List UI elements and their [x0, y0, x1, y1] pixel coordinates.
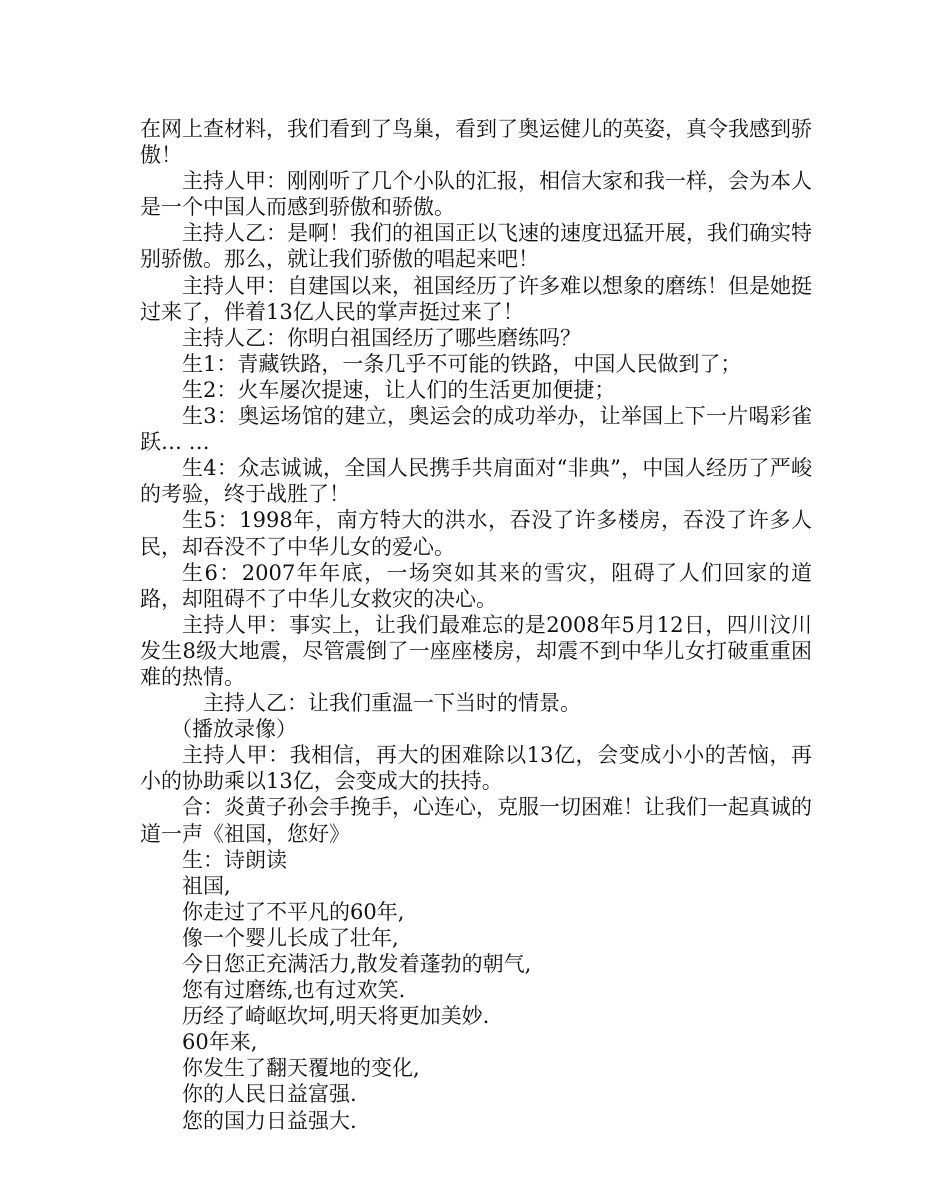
- poem-line: 像一个婴儿长成了壮年,: [182, 925, 399, 950]
- poem-line: 你发生了翻天覆地的变化,: [182, 1056, 420, 1081]
- poem-line: 祖国,: [182, 873, 231, 898]
- paragraph-student-1: 生1：青藏铁路，一条几乎不可能的铁路，中国人民做到了；: [182, 351, 742, 376]
- paragraph-intro: 在网上查材料，我们看到了鸟巢，看到了奥运健儿的英姿，真令我感到骄傲！: [140, 117, 812, 168]
- paragraph-student-2: 生2：火车屡次提速，让人们的生活更加便捷；: [182, 377, 616, 402]
- poem-line: 您有过磨练,也有过欢笑.: [182, 978, 406, 1003]
- poem-line: 今日您正充满活力,散发着蓬勃的朝气,: [182, 952, 532, 976]
- poem-line: 您的国力日益强大.: [182, 1108, 357, 1133]
- poem-line: 60年来,: [182, 1030, 258, 1055]
- paragraph-student-5: 生5：1998年，南方特大的洪水，吞没了许多楼房，吞没了许多人民，却吞没不了中华儿女的爱心。: [140, 508, 812, 559]
- paragraph-student-6: 生6：2007年年底，一场突如其来的雪灾，阻碍了人们回家的道路，却阻碍不了中华儿女救灾的决心。: [140, 560, 812, 611]
- paragraph-host-a-4: 主持人甲：我相信，再大的困难除以13亿，会变成小小的苦恼，再小的协助乘以13亿，会变成大的扶持。: [140, 743, 812, 794]
- document-page: [140, 116, 812, 1134]
- paragraph-host-a-3: 主持人甲：事实上，让我们最难忘的是2008年5月12日，四川汶川发生8级大地震，尽管震倒了一座座楼房，却震不到中华儿女打破重重困难的热情。: [140, 612, 812, 689]
- poem-line: 你走过了不平凡的60年,: [182, 899, 405, 924]
- paragraph-host-b-2: 主持人乙：你明白祖国经历了哪些磨练吗？: [182, 325, 581, 350]
- poem-line: 历经了崎岖坎坷,明天将更加美妙.: [182, 1004, 490, 1029]
- poem-line: 你的人民日益富强.: [182, 1082, 357, 1107]
- paragraph-poem-intro: 生：诗朗读: [182, 847, 287, 872]
- paragraph-host-b-3: 主持人乙：让我们重温一下当时的情景。: [203, 691, 581, 716]
- paragraph-host-b-1: 主持人乙：是啊！我们的祖国正以飞速的速度迅猛开展，我们确实特别骄傲。那么，就让我们骄傲的唱起来吧！: [140, 221, 812, 272]
- paragraph-student-4: 生4：众志诚诚，全国人民携手共肩面对“非典”，中国人经历了严峻的考验，终于战胜了！: [140, 456, 812, 507]
- paragraph-together: 合：炎黄子孙会手挽手，心连心，克服一切困难！让我们一起真诚的道一声《祖国，您好》: [140, 795, 812, 846]
- paragraph-play-video: （播放录像）: [171, 717, 297, 742]
- paragraph-student-3: 生3：奥运场馆的建立，奥运会的成功举办，让举国上下一片喝彩雀跃… …: [140, 404, 812, 455]
- poem-block: [140, 873, 812, 1134]
- paragraph-host-a-2: 主持人甲：自建国以来，祖国经历了许多难以想象的磨练！但是她挺过来了，伴着13亿人民的掌声挺过来了！: [140, 273, 812, 324]
- paragraph-host-a-1: 主持人甲：刚刚听了几个小队的汇报，相信大家和我一样，会为本人是一个中国人而感到骄傲和骄傲。: [140, 169, 812, 220]
